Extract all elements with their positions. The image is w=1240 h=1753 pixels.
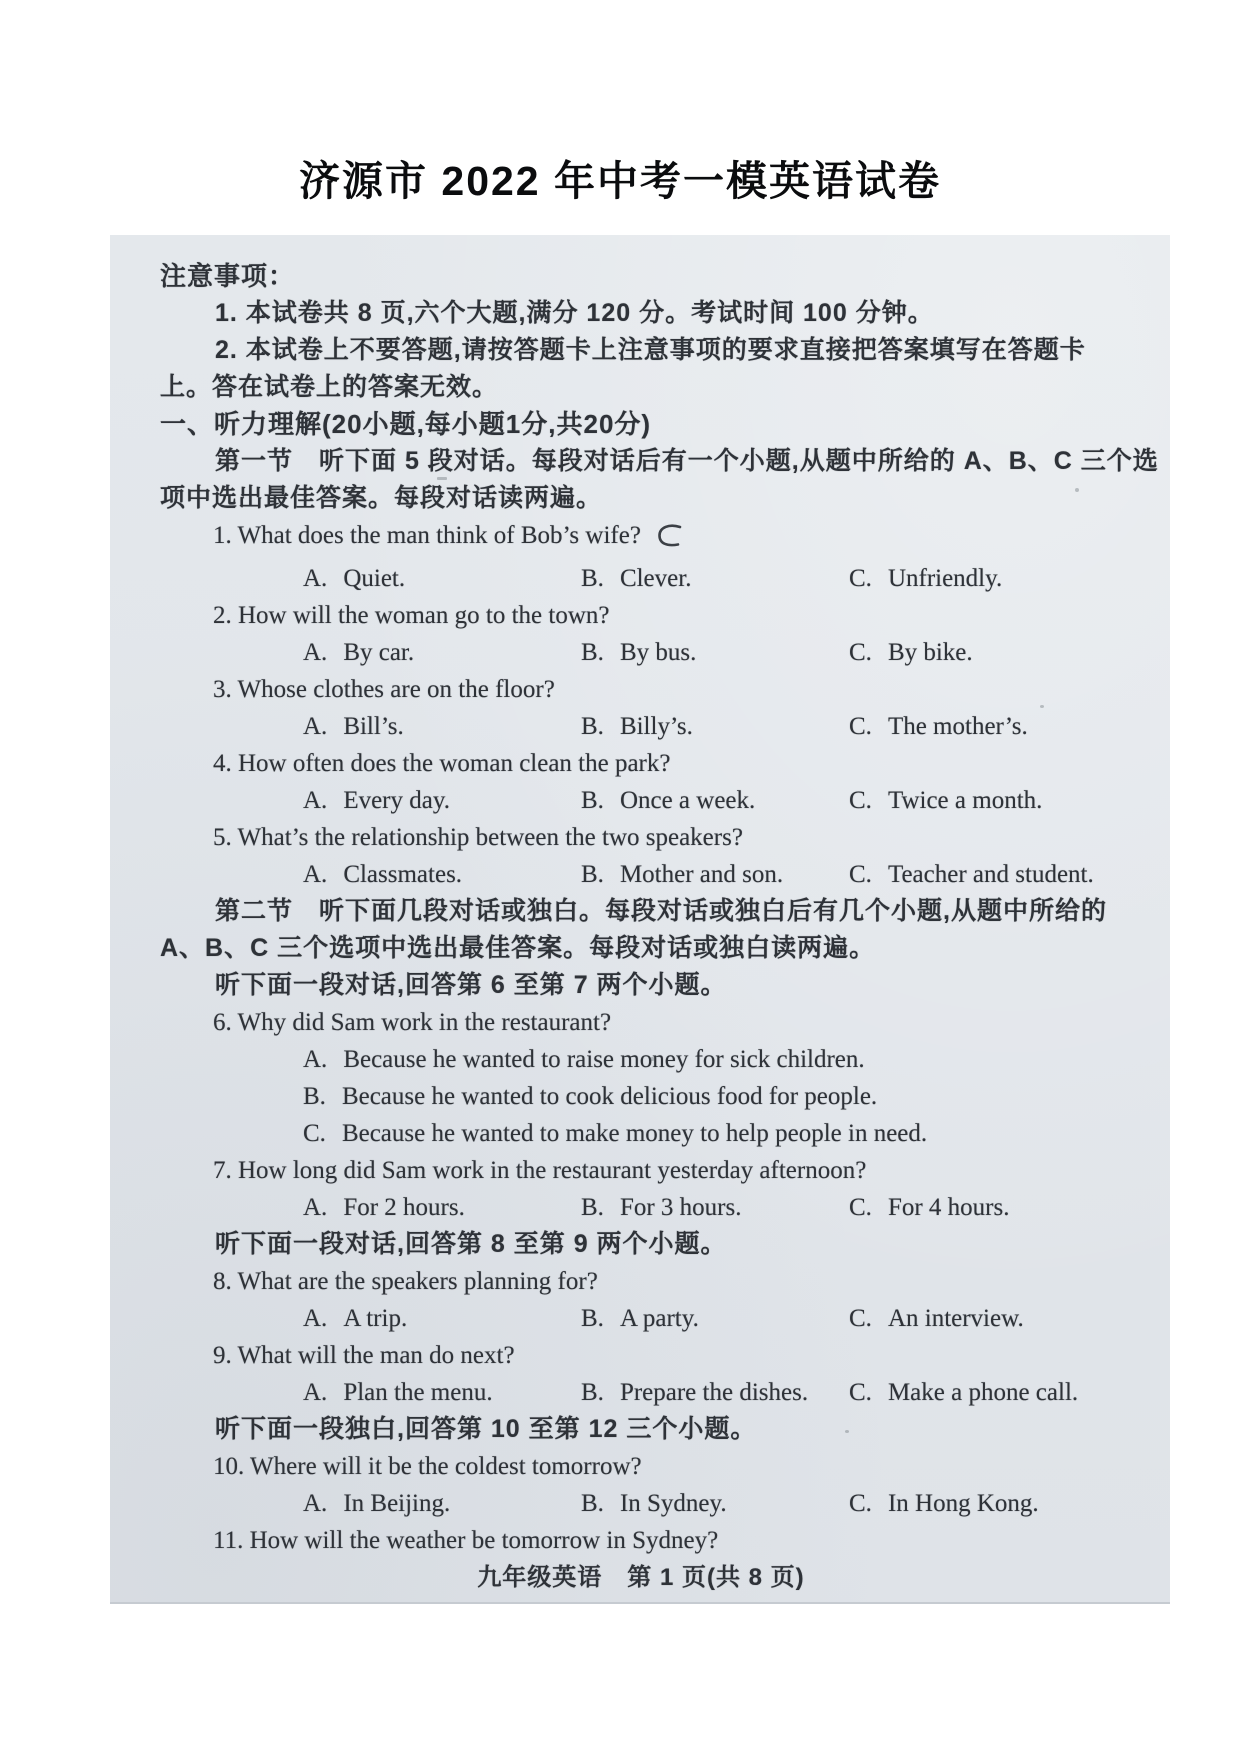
- notice-line-1: 1. 本试卷共 8 页,六个大题,满分 120 分。考试时间 100 分钟。: [215, 299, 934, 327]
- handwritten-mark: [655, 523, 685, 560]
- question-5: 5. What’s the relationship between the two speakers?: [213, 824, 743, 851]
- notice-line-2: 2. 本试卷上不要答题,请按答题卡上注意事项的要求直接把答案填写在答题卡: [215, 336, 1086, 364]
- page-content: [110, 235, 1170, 1596]
- option-2a: A. By car.: [303, 639, 415, 666]
- question-9-options: [160, 1374, 1152, 1411]
- part2-intro-line-1: 第二节 听下面几段对话或独白。每段对话或独白后有几个小题,从题中所给的: [215, 897, 1107, 925]
- notice-heading: 注意事项：: [160, 261, 296, 291]
- question-7-options: [160, 1189, 1152, 1226]
- option-7a: A. For 2 hours.: [303, 1194, 465, 1221]
- scan-speck: [1040, 705, 1044, 708]
- question-1: [160, 517, 1152, 560]
- part2-intro-line-2: A、B、C 三个选项中选出最佳答案。每段对话或独白读两遍。: [160, 934, 876, 962]
- question-2: 2. How will the woman go to the town?: [213, 602, 610, 629]
- question-2-options: [160, 634, 1152, 671]
- question-7: 7. How long did Sam work in the restaurant yesterday afternoon?: [213, 1157, 867, 1184]
- part1-intro-line-2: 项中选出最佳答案。每段对话读两遍。: [160, 484, 603, 512]
- option-3a: A. Bill’s.: [303, 713, 404, 740]
- option-9c: C. Make a phone call.: [849, 1379, 1079, 1406]
- scan-speck: [650, 1057, 655, 1061]
- option-8c: C. An interview.: [849, 1305, 1024, 1332]
- sub-instruction-10-12: 听下面一段独白,回答第 10 至第 12 三个小题。: [215, 1415, 757, 1443]
- option-8b: B. A party.: [581, 1305, 699, 1332]
- question-3-options: [160, 708, 1152, 745]
- option-2c: C. By bike.: [849, 639, 973, 666]
- scan-speck: [1075, 488, 1079, 492]
- option-6b: B. Because he wanted to cook delicious food for people.: [303, 1083, 878, 1110]
- question-1-text: 1. What does the man think of Bob’s wife?: [213, 522, 641, 549]
- option-9a: A. Plan the menu.: [303, 1379, 493, 1406]
- option-1b: B. Clever.: [581, 565, 692, 592]
- option-5b: B. Mother and son.: [581, 861, 784, 888]
- option-2b: B. By bus.: [581, 639, 697, 666]
- notice-line-3: 上。答在试卷上的答案无效。: [160, 373, 499, 401]
- scanned-exam-page: [110, 235, 1170, 1604]
- question-9: 9. What will the man do next?: [213, 1342, 515, 1369]
- option-3c: C. The mother’s.: [849, 713, 1028, 740]
- option-10b: B. In Sydney.: [581, 1490, 727, 1517]
- page-footer: 九年级英语 第 1 页(共 8 页): [477, 1564, 805, 1591]
- sub-instruction-6-7: 听下面一段对话,回答第 6 至第 7 两个小题。: [215, 971, 727, 999]
- question-4: 4. How often does the woman clean the park?: [213, 750, 671, 777]
- question-11: 11. How will the weather be tomorrow in Sydney?: [213, 1527, 719, 1554]
- option-5c: C. Teacher and student.: [849, 861, 1094, 888]
- sub-instruction-8-9: 听下面一段对话,回答第 8 至第 9 两个小题。: [215, 1230, 727, 1258]
- question-5-options: [160, 856, 1152, 893]
- option-8a: A. A trip.: [303, 1305, 408, 1332]
- page-title: 济源市 2022 年中考一模英语试卷: [299, 158, 941, 204]
- option-4c: C. Twice a month.: [849, 787, 1043, 814]
- part1-intro-line-1: 第一节 听下面 5 段对话。每段对话后有一个小题,从题中所给的 A、B、C 三个选: [215, 447, 1159, 475]
- option-1c: C. Unfriendly.: [849, 565, 1003, 592]
- question-6: 6. Why did Sam work in the restaurant?: [213, 1009, 612, 1036]
- scan-speck: [437, 477, 447, 480]
- question-3: 3. Whose clothes are on the floor?: [213, 676, 555, 703]
- option-10a: A. In Beijing.: [303, 1490, 451, 1517]
- option-1a: A. Quiet.: [303, 565, 406, 592]
- question-10-options: [160, 1485, 1152, 1522]
- option-9b: B. Prepare the dishes.: [581, 1379, 809, 1406]
- question-4-options: [160, 782, 1152, 819]
- option-5a: A. Classmates.: [303, 861, 463, 888]
- question-10: 10. Where will it be the coldest tomorrow?: [213, 1453, 642, 1480]
- scan-speck: [845, 1430, 849, 1433]
- listening-section-heading: 一、听力理解(20小题,每小题1分,共20分): [160, 409, 652, 439]
- question-1-options: [160, 560, 1152, 597]
- option-10c: C. In Hong Kong.: [849, 1490, 1039, 1517]
- option-3b: B. Billy’s.: [581, 713, 693, 740]
- option-7b: B. For 3 hours.: [581, 1194, 742, 1221]
- question-8: 8. What are the speakers planning for?: [213, 1268, 598, 1295]
- option-7c: C. For 4 hours.: [849, 1194, 1010, 1221]
- option-4b: B. Once a week.: [581, 787, 756, 814]
- option-6a: A. Because he wanted to raise money for sick children.: [303, 1046, 865, 1073]
- option-6c: C. Because he wanted to make money to help people in need.: [303, 1120, 928, 1147]
- option-4a: A. Every day.: [303, 787, 450, 814]
- question-8-options: [160, 1300, 1152, 1337]
